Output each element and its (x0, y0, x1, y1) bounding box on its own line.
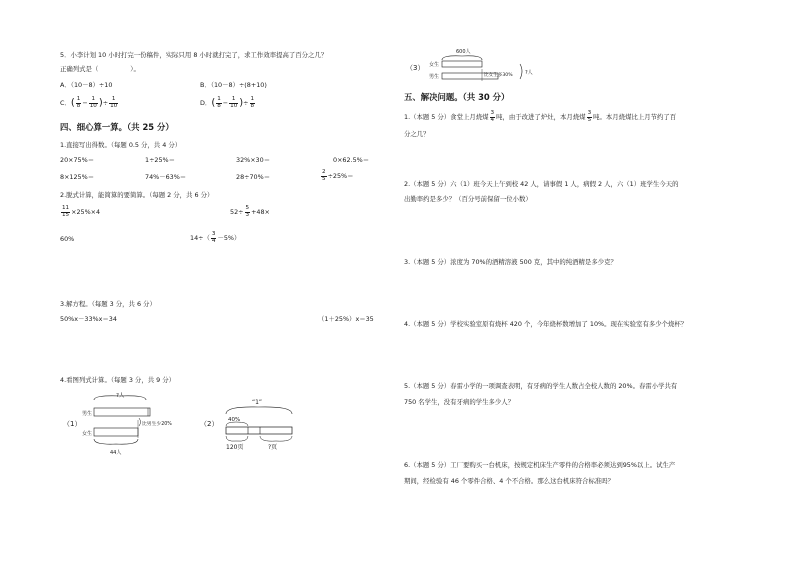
diagram-1-girls-label: 女生 (82, 431, 93, 437)
equation-1: 50%x－33%x＝34 (60, 315, 117, 323)
diagram-2-number: （2） (200, 420, 219, 428)
calc-item: 0×62.5%＝ (333, 156, 370, 164)
diagram-2-whole-label: “1” (252, 399, 263, 406)
expression-1: $\frac{11}{15}$ ×25%×4 (62, 205, 101, 218)
diagram-3-note: 比女生多30% (484, 73, 513, 78)
section-4-heading: 四、细心算一算。（共 25 分） (60, 122, 174, 132)
section-4-q2: 2.脱式计算，能简算的要简算。（每题 2 分，共 6 分） (60, 191, 214, 199)
calc-item: 74%－63%＝ (145, 173, 187, 181)
diagram-3-side-label: ?人 (525, 70, 533, 76)
problem-1-line-2: 分之几？ (404, 130, 430, 138)
diagram-3-boys-label: 男生 (429, 74, 440, 80)
section-5-heading: 五、解决问题。（共 30 分） (404, 92, 510, 102)
option-b: B．（10－8）÷(8+10) (200, 81, 267, 89)
section-4-q1: 1.直接写出得数。（每题 0.5 分，共 4 分） (60, 141, 182, 149)
calc-item: 28÷70%＝ (236, 173, 271, 181)
diagram-2-percent-label: 40% (228, 417, 241, 423)
problem-2-line-1: 2.（本题 5 分）六（1）班今天上午到校 42 人，请事假 1 人，病假 2 人，六（1）班学生今天的 (404, 180, 679, 188)
diagram-2 (200, 396, 310, 458)
calc-item: $\frac{2}{5}$ ÷25%＝ (322, 169, 354, 182)
problem-3: 3.（本题 5 分）浓度为 70%的酒精溶液 500 克，其中的纯酒精是多少克？ (404, 258, 617, 266)
diagram-1-bottom-label: 44人 (110, 450, 122, 456)
section-4-q3: 3.解方程。（每题 3 分，共 6 分） (60, 300, 156, 308)
calc-item: 8×125%＝ (60, 173, 95, 181)
problem-2-line-2: 出勤率约是多少？（百分号前保留一位小数） (404, 195, 532, 203)
diagram-3-number: （3） (406, 64, 425, 72)
problem-1-line-1: 1.（本题 5 分）食堂上月烧煤 $\frac{3}{4}$ 吨，由于改进了炉灶，本月烧煤 $\frac{3}{5}$ 吨。本月烧煤比上月节约了百 (404, 110, 677, 123)
diagram-3 (404, 46, 554, 86)
diagram-1-note: 比男生少20% (142, 422, 172, 427)
diagram-3-girls-label: 女生 (429, 62, 440, 68)
expression-3: 60% (60, 235, 75, 243)
expression-2: 52÷ $\frac{5}{3}$ +48× (230, 205, 270, 218)
diagram-2-right-label: ?页 (268, 444, 278, 451)
option-a: A．（10－8）÷10 (60, 81, 113, 89)
option-c: C．( $\frac{1}{8}$ − $\frac{1}{10}$ )÷ $\frac{1}{10}$ (60, 96, 118, 109)
diagram-2-left-label: 120页 (226, 444, 244, 451)
equation-2: （1＋25%）x＝35 (318, 315, 374, 323)
question-5-stem: 5．小李计划 10 小时打完一份稿件，实际只用 8 小时就打完了，求工作效率提高了百分之几？ (60, 51, 328, 59)
problem-5-line-2: 750 名学生，没有牙病的学生多少人？ (404, 398, 515, 406)
calc-item: 1÷25%＝ (145, 156, 176, 164)
diagram-1-boys-label: 男生 (82, 411, 93, 417)
diagram-1-number: （1） (63, 420, 82, 428)
calc-item: 32%×30＝ (236, 156, 271, 164)
expression-4: 14÷（ $\frac{3}{4}$ －5%） (190, 231, 241, 244)
diagram-3-top-label: 600人 (456, 49, 471, 55)
problem-4: 4.（本题 5 分）学校实验室原有烧杯 420 个，今年烧杯数增加了 10%。现在实验室有多少个烧杯？ (404, 320, 688, 328)
option-d: D．( $\frac{1}{8}$ − $\frac{1}{10}$ )÷ $\frac{1}{8}$ (200, 96, 255, 109)
diagram-1 (60, 390, 200, 458)
problem-5-line-1: 5.（本题 5 分）春雷小学的一项调查表明，有牙病的学生人数占全校人数的 20%。春雷小学共有 (404, 382, 678, 390)
calc-item: 20×75%＝ (60, 156, 95, 164)
problem-6-line-2: 期间，经检验有 46 个零件合格、4 个不合格。那么这台机床符合标准吗？ (404, 477, 615, 485)
diagram-1-top-label: ?人 (116, 393, 125, 399)
problem-6-line-1: 6.（本题 5 分）工厂要购买一台机床，按规定机床生产零件的合格率必须达到95%以上。试生产 (404, 461, 676, 469)
section-4-q4: 4.看图列式计算。（每题 3 分，共 9 分） (60, 376, 176, 384)
question-5-prompt: 正确列式是（ ）。 (60, 65, 140, 73)
